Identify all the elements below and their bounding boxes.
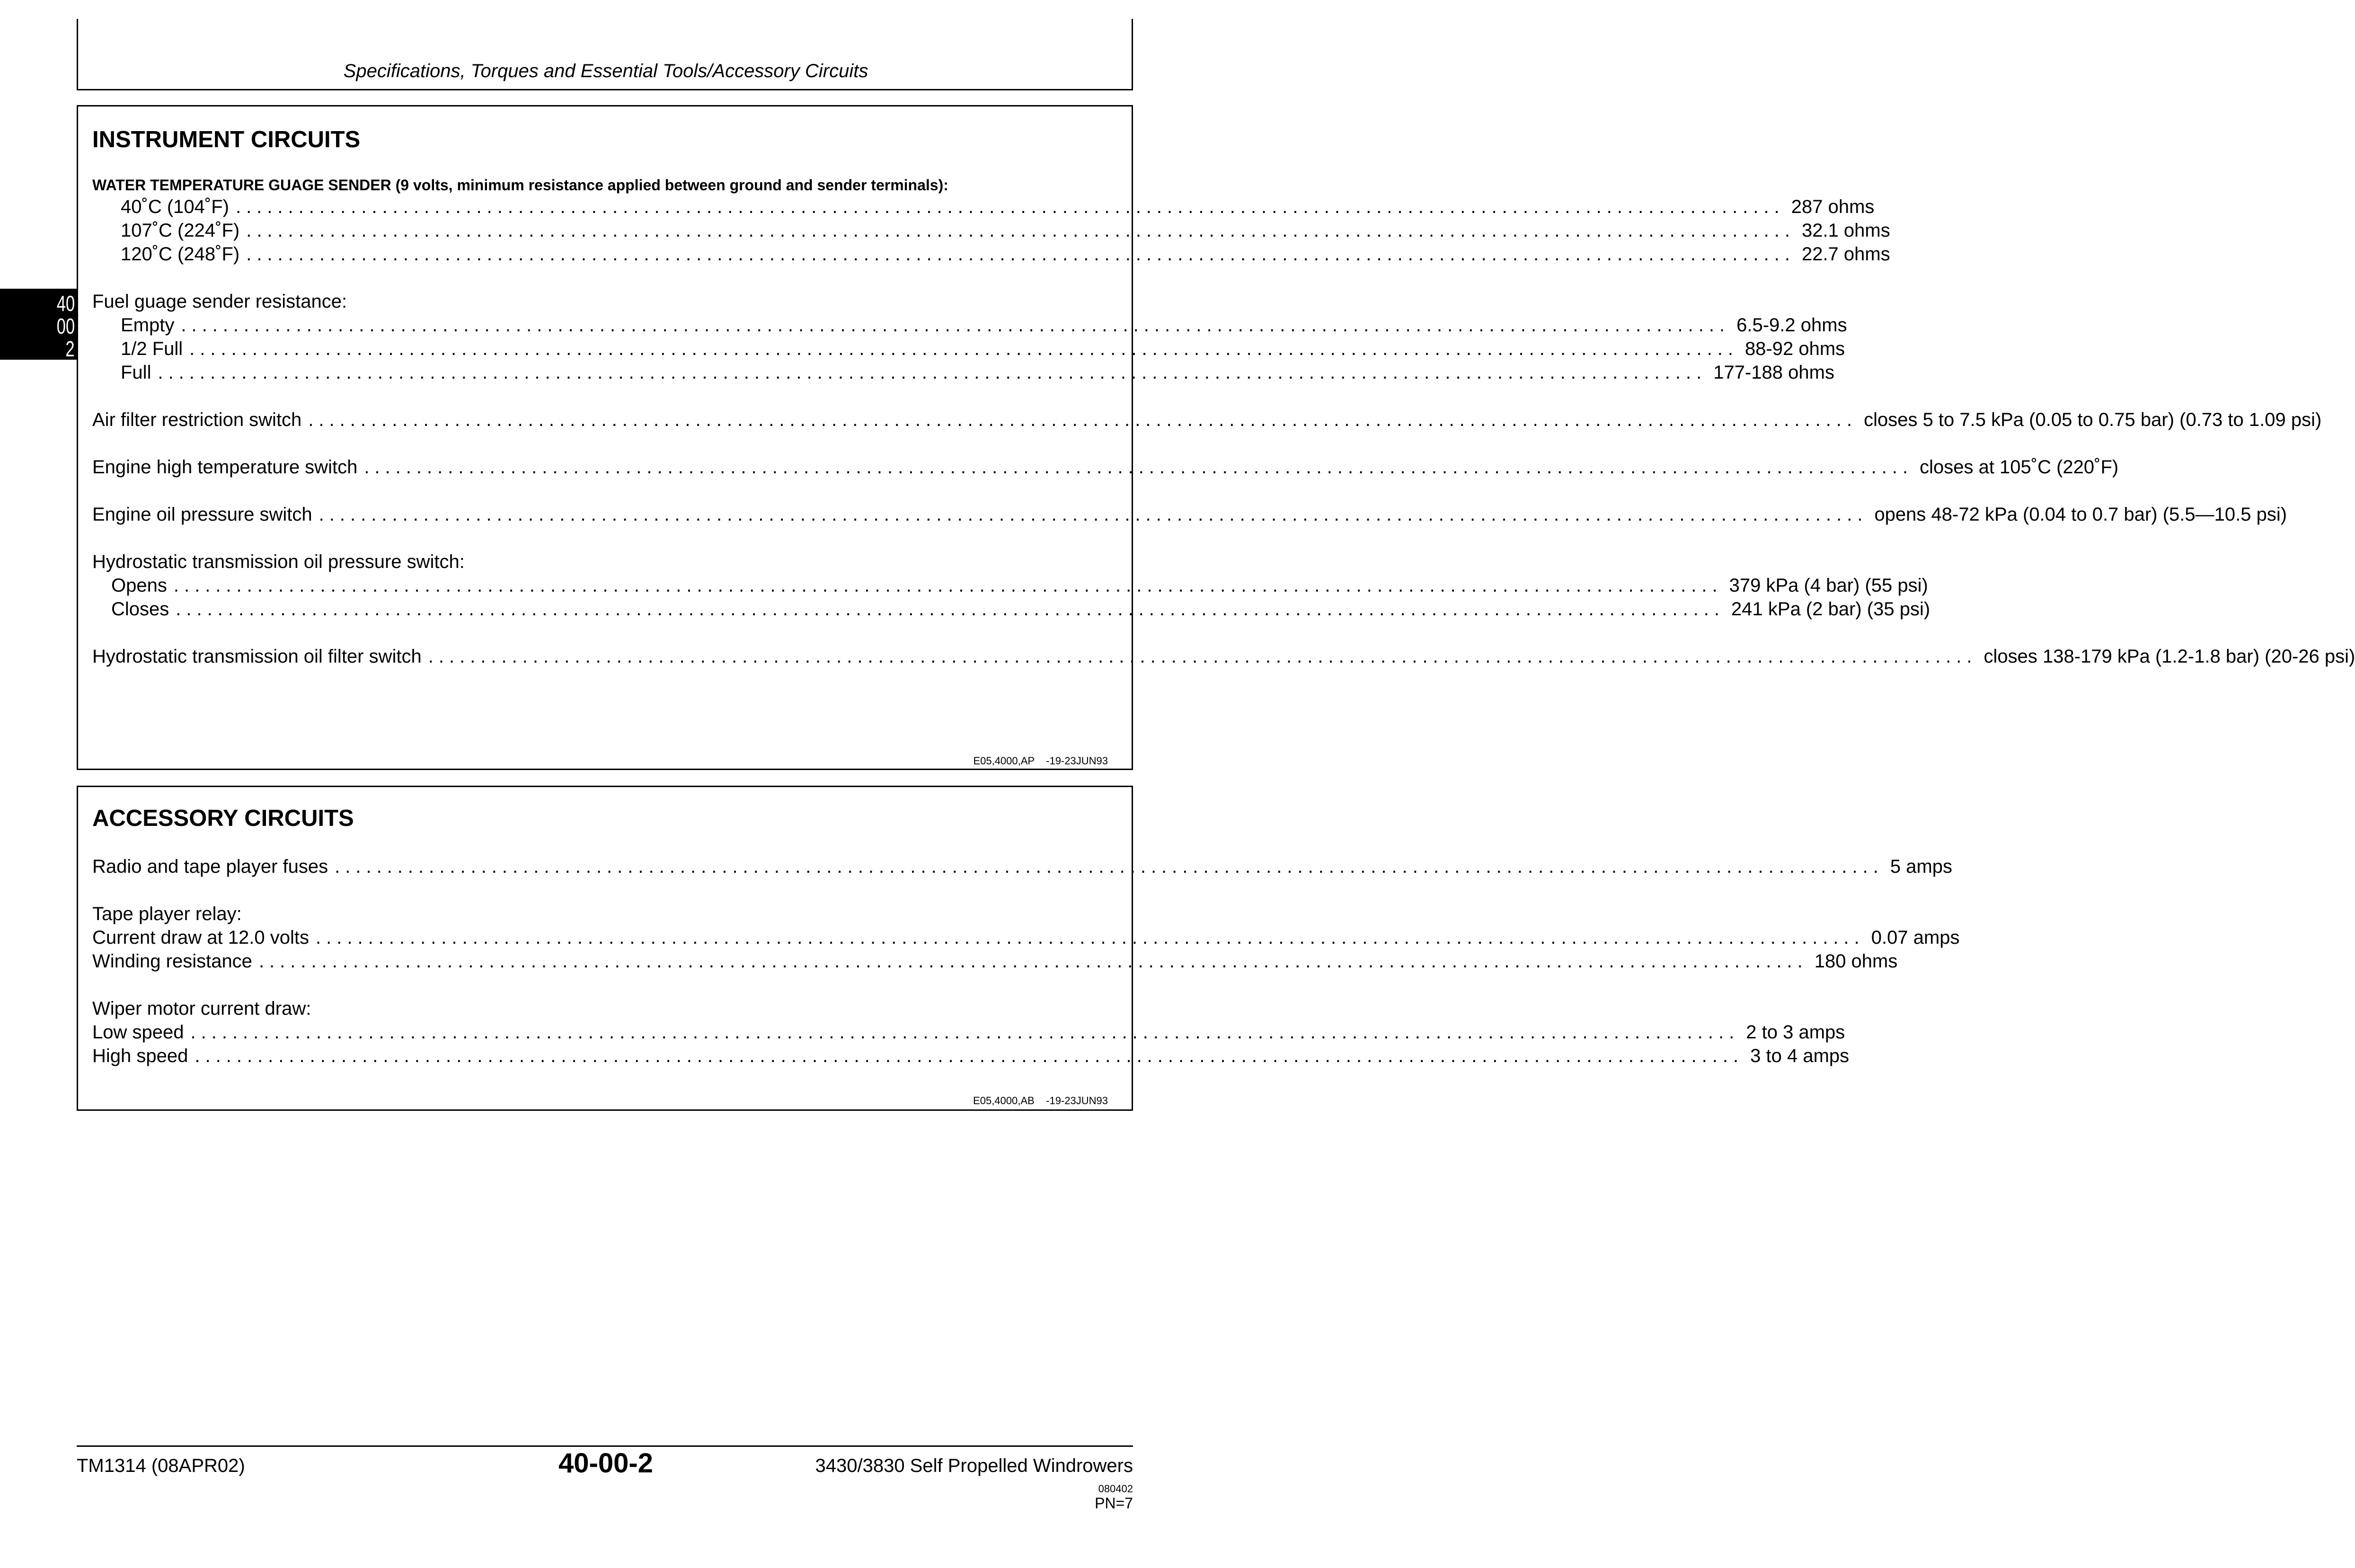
leader-dots: .................................................................................................................................................... [364, 457, 1913, 478]
fuel-row [121, 360, 1834, 385]
fuel-row [121, 337, 1845, 361]
leader-dots: .................................................................................................................................................... [246, 220, 1795, 241]
fuel-row-value: 177-188 ohms [1713, 362, 1834, 383]
engine-temp-row [92, 455, 2119, 479]
instrument-reference-code: E05,4000,AP -19-23JUN93 [973, 755, 1108, 767]
leader-dots: .................................................................................................................................................... [428, 646, 1977, 667]
relay-row [92, 949, 1898, 974]
leader-dots: .................................................................................................................................................... [308, 409, 1858, 430]
hydro-filter-value: closes 138-179 kPa (1.2-1.8 bar) (20-26 psi) [1983, 646, 2355, 667]
running-head: Specifications, Torques and Essential Tools/Accessory Circuits [343, 61, 868, 81]
radio-fuse-label: Radio and tape player fuses [92, 856, 328, 877]
leader-dots: .................................................................................................................................................... [335, 856, 1884, 877]
wiper-row-label: Low speed [92, 1022, 184, 1043]
hydro-filter-label: Hydrostatic transmission oil filter switch [92, 646, 422, 667]
water-row [121, 195, 1875, 219]
fuel-row-label: Full [121, 362, 151, 383]
fuel-row-label: 1/2 Full [121, 338, 183, 359]
leader-dots: .................................................................................................................................................... [190, 1022, 1740, 1043]
air-filter-label: Air filter restriction switch [92, 409, 302, 430]
relay-row-value: 0.07 amps [1871, 927, 1960, 948]
leader-dots: .................................................................................................................................................... [246, 244, 1795, 265]
leader-dots: .................................................................................................................................................... [258, 951, 1808, 972]
oil-pressure-row [92, 502, 2287, 527]
wiper-row-label: High speed [92, 1045, 188, 1066]
fuel-row-value: 6.5-9.2 ohms [1736, 315, 1847, 336]
hydro-row-value: 241 kPa (2 bar) (35 psi) [1731, 599, 1930, 620]
section-tab-line-1: 40 [56, 291, 75, 316]
engine-temp-label: Engine high temperature switch [92, 457, 358, 478]
section-tab-line-2: 00 [56, 314, 75, 338]
water-row-value: 32.1 ohms [1801, 220, 1890, 241]
oil-pressure-value: opens 48-72 kPa (0.04 to 0.7 bar) (5.5—10.5 psi) [1874, 504, 2287, 525]
product-name: 3430/3830 Self Propelled Windrowers [815, 1455, 1133, 1476]
leader-dots: .................................................................................................................................................... [176, 599, 1725, 620]
relay-row-label: Current draw at 12.0 volts [92, 927, 309, 948]
fuel-gauge-heading: Fuel guage sender resistance: [92, 291, 347, 312]
fuel-row [121, 313, 1847, 337]
water-row [121, 218, 1890, 243]
water-row [121, 242, 1890, 266]
section-tab-line-3: 2 [65, 337, 75, 361]
header-bottom-rule [77, 89, 1133, 90]
leader-dots: .................................................................................................................................................... [158, 362, 1707, 383]
accessory-circuits-box [77, 786, 1960, 1111]
fuel-row-label: Empty [121, 315, 175, 336]
water-row-value: 287 ohms [1791, 196, 1875, 217]
accessory-reference-code: E05,4000,AB -19-23JUN93 [973, 1095, 1108, 1107]
wiper-row-value: 2 to 3 amps [1746, 1022, 1845, 1043]
relay-heading: Tape player relay: [92, 904, 242, 924]
hydro-row [111, 573, 1928, 598]
relay-row [92, 925, 1960, 950]
water-row-value: 22.7 ohms [1801, 244, 1890, 265]
leader-dots: .................................................................................................................................................... [181, 315, 1730, 336]
hydro-row-label: Opens [111, 575, 167, 596]
wiper-heading: Wiper motor current draw: [92, 998, 311, 1019]
water-row-label: 120˚C (248˚F) [121, 244, 240, 265]
hydro-pressure-heading: Hydrostatic transmission oil pressure switch: [92, 551, 465, 572]
oil-pressure-label: Engine oil pressure switch [92, 504, 312, 525]
air-filter-value: closes 5 to 7.5 kPa (0.05 to 0.75 bar) (0.73 to 1.09 psi) [1864, 409, 2322, 430]
hydro-row-label: Closes [111, 599, 169, 620]
wiper-row [92, 1044, 1850, 1068]
relay-row-value: 180 ohms [1814, 951, 1898, 972]
fuel-row-value: 88-92 ohms [1744, 338, 1845, 359]
wiper-row-value: 3 to 4 amps [1750, 1045, 1850, 1066]
instrument-circuits-box [77, 105, 2355, 770]
leader-dots: .................................................................................................................................................... [235, 196, 1785, 217]
leader-dots: .................................................................................................................................................... [319, 504, 1868, 525]
radio-fuse-value: 5 amps [1890, 856, 1953, 877]
radio-fuse-row [92, 854, 1953, 879]
leader-dots: .................................................................................................................................................... [173, 575, 1723, 596]
air-filter-row [92, 408, 2322, 432]
hydro-row [111, 597, 1930, 621]
hydro-filter-row [92, 644, 2355, 669]
leader-dots: .................................................................................................................................................... [316, 927, 1865, 948]
print-code: 080402 [1098, 1483, 1133, 1495]
instrument-circuits-title: INSTRUMENT CIRCUITS [92, 127, 361, 152]
leader-dots: .................................................................................................................................................... [189, 338, 1738, 359]
water-temp-heading: WATER TEMPERATURE GUAGE SENDER (9 volts, minimum resistance applied between ground and sender terminals): [92, 177, 948, 194]
manual-id: TM1314 (08APR02) [77, 1455, 245, 1476]
section-tab [0, 289, 77, 360]
accessory-circuits-title: ACCESSORY CIRCUITS [92, 806, 354, 831]
page-number: 40-00-2 [558, 1448, 653, 1479]
page-sequence: PN=7 [1095, 1495, 1133, 1512]
water-row-label: 107˚C (224˚F) [121, 220, 240, 241]
relay-row-label: Winding resistance [92, 951, 252, 972]
water-row-label: 40˚C (104˚F) [121, 196, 229, 217]
hydro-row-value: 379 kPa (4 bar) (55 psi) [1729, 575, 1928, 596]
engine-temp-value: closes at 105˚C (220˚F) [1920, 457, 2119, 478]
footer-rule [77, 1445, 1133, 1447]
leader-dots: .................................................................................................................................................... [195, 1045, 1744, 1066]
wiper-row [92, 1020, 1845, 1045]
